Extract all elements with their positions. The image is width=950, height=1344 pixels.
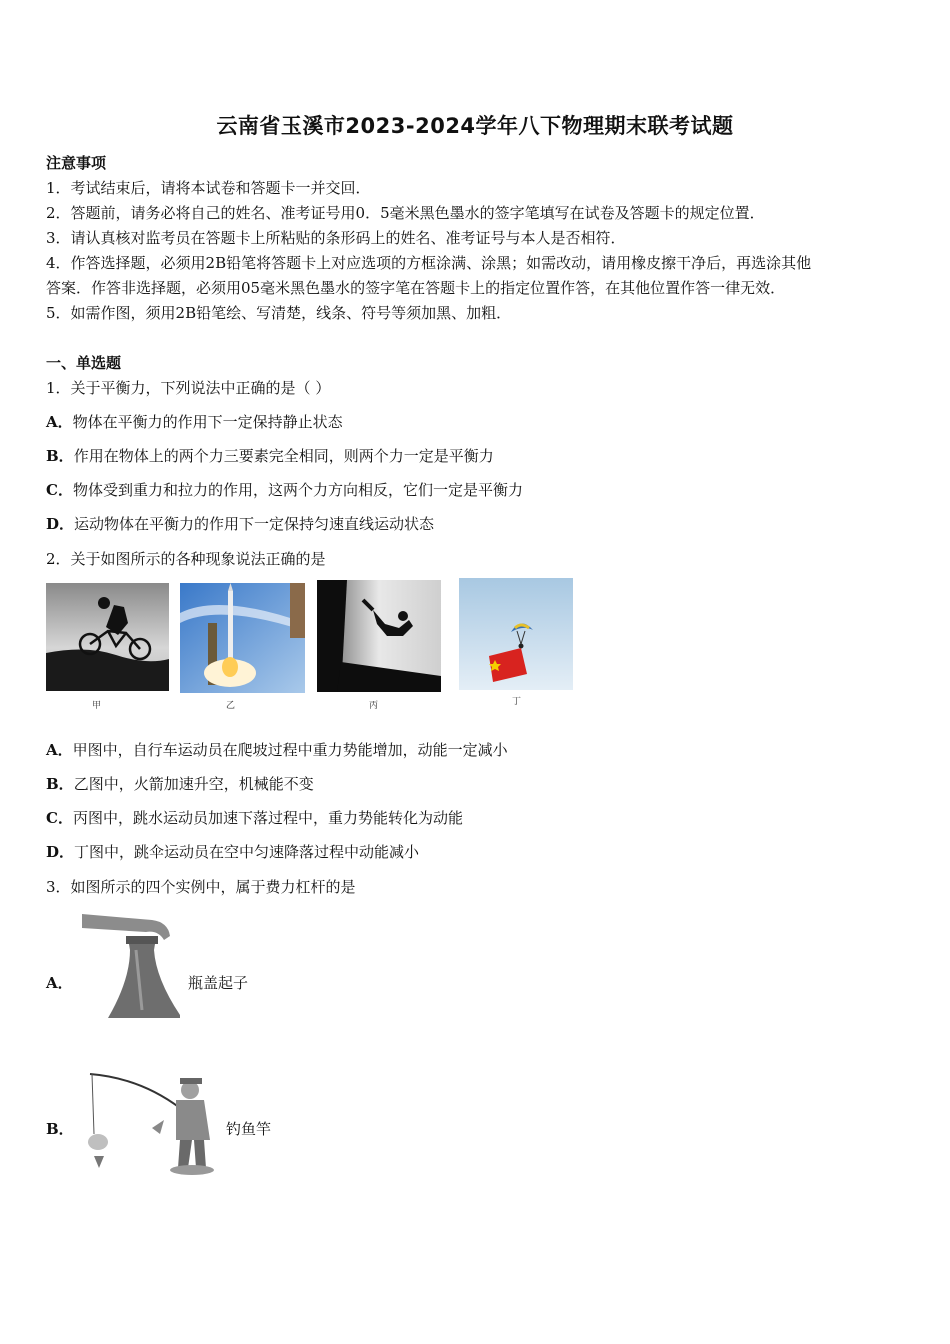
question-1-option-a: [46, 411, 343, 432]
option-letter: A．: [46, 974, 73, 992]
option-letter: B．: [46, 1120, 74, 1138]
question-2-option-c: [46, 807, 463, 828]
option-text: 丙图中，跳水运动员加速下落过程中，重力势能转化为动能: [72, 809, 463, 827]
diver-photo: [317, 580, 441, 692]
caption-jia: 甲: [92, 701, 102, 711]
notice-item: 3．请认真核对监考员在答题卡上所粘贴的条形码上的姓名、准考证号与本人是否相符．: [46, 229, 626, 247]
section-heading: 一、单选题: [46, 354, 122, 372]
notice-item: 1．考试结束后，请将本试卷和答题卡一并交回．: [46, 179, 371, 197]
option-text: 丁图中，跳伞运动员在空中匀速降落过程中动能减小: [74, 843, 420, 861]
option-text: 物体在平衡力的作用下一定保持静止状态: [72, 413, 343, 431]
question-3-stem: 3．如图所示的四个实例中，属于费力杠杆的是: [46, 878, 356, 896]
question-3-option-a-letter: [46, 972, 73, 993]
option-text: 物体受到重力和拉力的作用，这两个力方向相反，它们一定是平衡力: [72, 481, 523, 499]
notice-item: 答案．作答非选择题，必须用05毫米黑色墨水的签字笔在答题卡上的指定位置作答，在其他位置作答一律无效．: [46, 279, 786, 297]
option-text: 甲图中，自行车运动员在爬坡过程中重力势能增加，动能一定减小: [72, 741, 508, 759]
question-2-stem: 2．关于如图所示的各种现象说法正确的是: [46, 550, 326, 568]
question-2-option-a: [46, 739, 508, 760]
rocket-photo: [180, 583, 305, 693]
option-letter: D．: [46, 843, 75, 861]
option-letter: B．: [46, 775, 74, 793]
cyclist-photo: [46, 583, 169, 691]
question-1-option-c: [46, 479, 523, 500]
option-letter: A．: [46, 741, 73, 759]
caption-ding: 丁: [512, 697, 522, 707]
fishing-rod-illustration: [80, 1068, 220, 1180]
parachute-photo: [459, 578, 573, 690]
question-2-option-d: [46, 841, 419, 862]
question-2-option-b: [46, 773, 314, 794]
question-1-option-d: [46, 513, 434, 534]
caption-yi: 乙: [226, 701, 236, 711]
option-text: 作用在物体上的两个力三要素完全相同，则两个力一定是平衡力: [73, 447, 494, 465]
notice-item: 4．作答选择题，必须用2B铅笔将答题卡上对应选项的方框涂满、涂黑；如需改动，请用橡皮擦干净后，再选涂其他: [46, 254, 812, 272]
question-1-stem: 1．关于平衡力，下列说法中正确的是（ ）: [46, 379, 331, 397]
option-letter: C．: [46, 481, 73, 499]
page-title: 云南省玉溪市2023-2024学年八下物理期末联考试题: [216, 114, 734, 138]
question-3-option-b-letter: [46, 1118, 74, 1139]
option-letter: B．: [46, 447, 74, 465]
question-3-option-a-text: 瓶盖起子: [188, 974, 249, 992]
option-text: 乙图中，火箭加速升空，机械能不变: [73, 775, 314, 793]
caption-bing: 丙: [369, 701, 379, 711]
option-letter: C．: [46, 809, 73, 827]
question-3-option-b-text: 钓鱼竿: [226, 1120, 272, 1138]
notice-heading: 注意事项: [46, 154, 107, 172]
question-1-option-b: [46, 445, 494, 466]
option-letter: A．: [46, 413, 73, 431]
notice-item: 2．答题前，请务必将自己的姓名、准考证号用0．5毫米黑色墨水的签字笔填写在试卷及答题卡的规定位置．: [46, 204, 765, 222]
option-text: 运动物体在平衡力的作用下一定保持匀速直线运动状态: [74, 515, 435, 533]
option-letter: D．: [46, 515, 75, 533]
bottle-opener-illustration: [80, 910, 180, 1018]
notice-item: 5．如需作图，须用2B铅笔绘、写清楚，线条、符号等须加黑、加粗．: [46, 304, 512, 322]
